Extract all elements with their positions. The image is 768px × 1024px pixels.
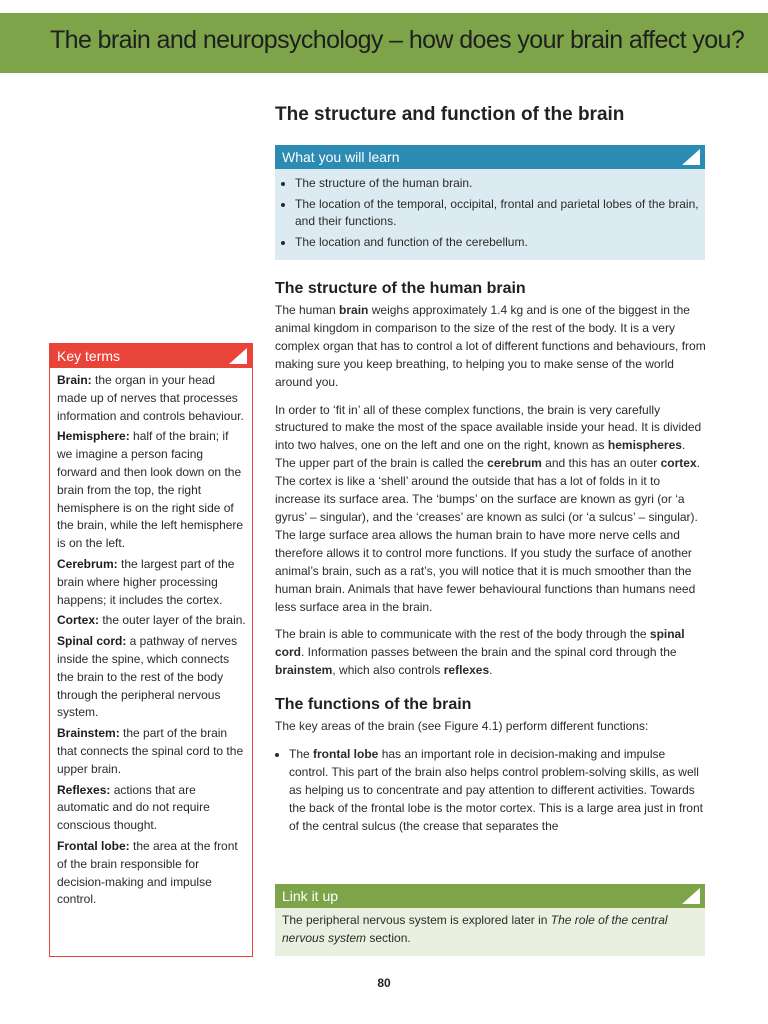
key-term <box>57 838 246 909</box>
structure-paragraph-1: The human brain weighs approximately 1.4 kg and is one of the biggest in the animal kingdom in comparison to the size of the rest of the body. It is a very complex organ that has to control a lot of different functions and behaviours, from making sure you keep breathing, to helping you to make sense of the world around you. <box>275 303 706 389</box>
term: Frontal lobe: <box>57 838 130 853</box>
section-reference: The role of the central nervous system <box>282 913 668 945</box>
functions-list <box>275 746 707 836</box>
learn-item: • The location of the temporal, occipital, frontal and parietal lobes of the brain, and their functions. <box>295 196 705 231</box>
definition: a pathway of nerves inside the spine, which connects the brain to the rest of the body through the peripheral nervous system. <box>57 634 238 720</box>
key-term <box>57 782 246 835</box>
what-you-will-learn-box <box>275 145 705 260</box>
functions-heading: The functions of the brain <box>275 696 472 714</box>
structure-heading: The structure of the human brain <box>275 280 526 297</box>
key-terms-list <box>50 368 252 909</box>
term: Cerebrum: <box>57 556 118 571</box>
chapter-banner <box>0 13 768 73</box>
chapter-title: The brain and neuropsychology – how does your brain affect you? <box>50 26 745 54</box>
structure-paragraph-3: The brain is able to communicate with the rest of the body through the spinal cord. Information passes between the brain and the spinal cord through the brainstem, which also controls reflexes. <box>275 627 685 678</box>
learn-list <box>275 175 705 251</box>
term: Brainstem: <box>57 726 120 741</box>
term: Brain: <box>57 373 92 387</box>
key-term <box>57 725 246 778</box>
bold-term: cortex <box>660 456 697 471</box>
definition: actions that are automatic and do not require conscious thought. <box>57 782 210 833</box>
link-it-up-box <box>275 884 705 956</box>
page-number: 80 <box>377 976 391 990</box>
bold-term: frontal lobe <box>313 747 379 762</box>
section-title: The structure and function of the brain <box>275 104 625 125</box>
main-column <box>275 280 707 836</box>
key-terms-header <box>50 344 252 368</box>
learn-item: • The location and function of the cerebellum. <box>295 234 705 252</box>
bold-term: hemispheres <box>607 438 682 453</box>
term: Hemisphere: <box>57 429 130 444</box>
key-term <box>57 556 246 609</box>
functions-intro: The key areas of the brain (see Figure 4.1) perform different functions: <box>275 719 649 734</box>
corner-triangle-icon <box>682 149 700 165</box>
bold-term: brain <box>339 303 369 317</box>
term: Cortex: <box>57 613 100 628</box>
term: Reflexes: <box>57 782 111 797</box>
term: Spinal cord: <box>57 634 127 649</box>
learn-item: • The structure of the human brain. <box>295 175 705 193</box>
key-term <box>57 633 246 722</box>
key-terms-heading: Key terms <box>57 348 121 364</box>
bold-term: cerebrum <box>487 456 542 471</box>
corner-triangle-icon <box>229 348 247 364</box>
learn-box-heading: What you will learn <box>282 149 400 165</box>
link-box-header <box>275 884 705 908</box>
definition: the area at the front of the brain responsible for decision-making and impulse control. <box>57 838 238 907</box>
link-box-text: The peripheral nervous system is explored later in The role of the central nervous system section. <box>282 913 668 945</box>
learn-box-header <box>275 145 705 169</box>
key-term <box>57 612 246 630</box>
corner-triangle-icon <box>682 888 700 904</box>
key-term <box>57 428 246 553</box>
definition: the organ in your head made up of nerves that processes information and controls behaviour. <box>57 373 244 423</box>
bold-term: reflexes <box>443 663 490 678</box>
structure-paragraph-2: In order to ‘fit in’ all of these complex functions, the brain is very carefully structured to make the most of the space available inside your head. It is divided into two halves, one on the left and one on the right, known as hemispheres. The upper part of the brain is called the cerebrum and this has an outer cortex. The cortex is like a ‘shell’ around the outside that has a lot of folds in it to increase its surface area. The ‘bumps’ on the surface are known as gyri (or ‘a gyrus’ – singular), and the ‘creases’ are known as sulci (or ‘a sulcus’ – singular). The large surface area allows the human brain to have more nerve cells and therefore allows it to control more functions. If you study the surface of another animal’s brain, such as a rat’s, you will notice that it is much smoother than the human brain. Animals that have fewer behavioural functions than humans need less surface area in the brain. <box>275 402 702 614</box>
definition: the outer layer of the brain. <box>99 613 246 628</box>
bold-term: brainstem <box>275 663 333 678</box>
key-term <box>57 372 246 425</box>
definition: the part of the brain that connects the spinal cord to the upper brain. <box>57 726 244 776</box>
definition: the largest part of the brain where higher processing happens; it includes the cortex. <box>57 556 235 607</box>
key-terms-box <box>49 343 253 957</box>
link-box-heading: Link it up <box>282 888 339 904</box>
definition: half of the brain; if we imagine a person facing forward and then look down on the brain from the top, the right hemisphere is on the right side of the brain, while the left hemisphere is on the left. <box>57 429 244 551</box>
bold-term: spinal cord <box>275 627 685 660</box>
functions-item: • The frontal lobe has an important role in decision-making and impulse control. This part of the brain also helps control problem-solving skills, as well as helping us to concentrate and pay attention to different activities. Towards the back of the frontal lobe is the motor cortex. This is a large area just in front of the central sulcus (the crease that separates the <box>289 746 707 836</box>
